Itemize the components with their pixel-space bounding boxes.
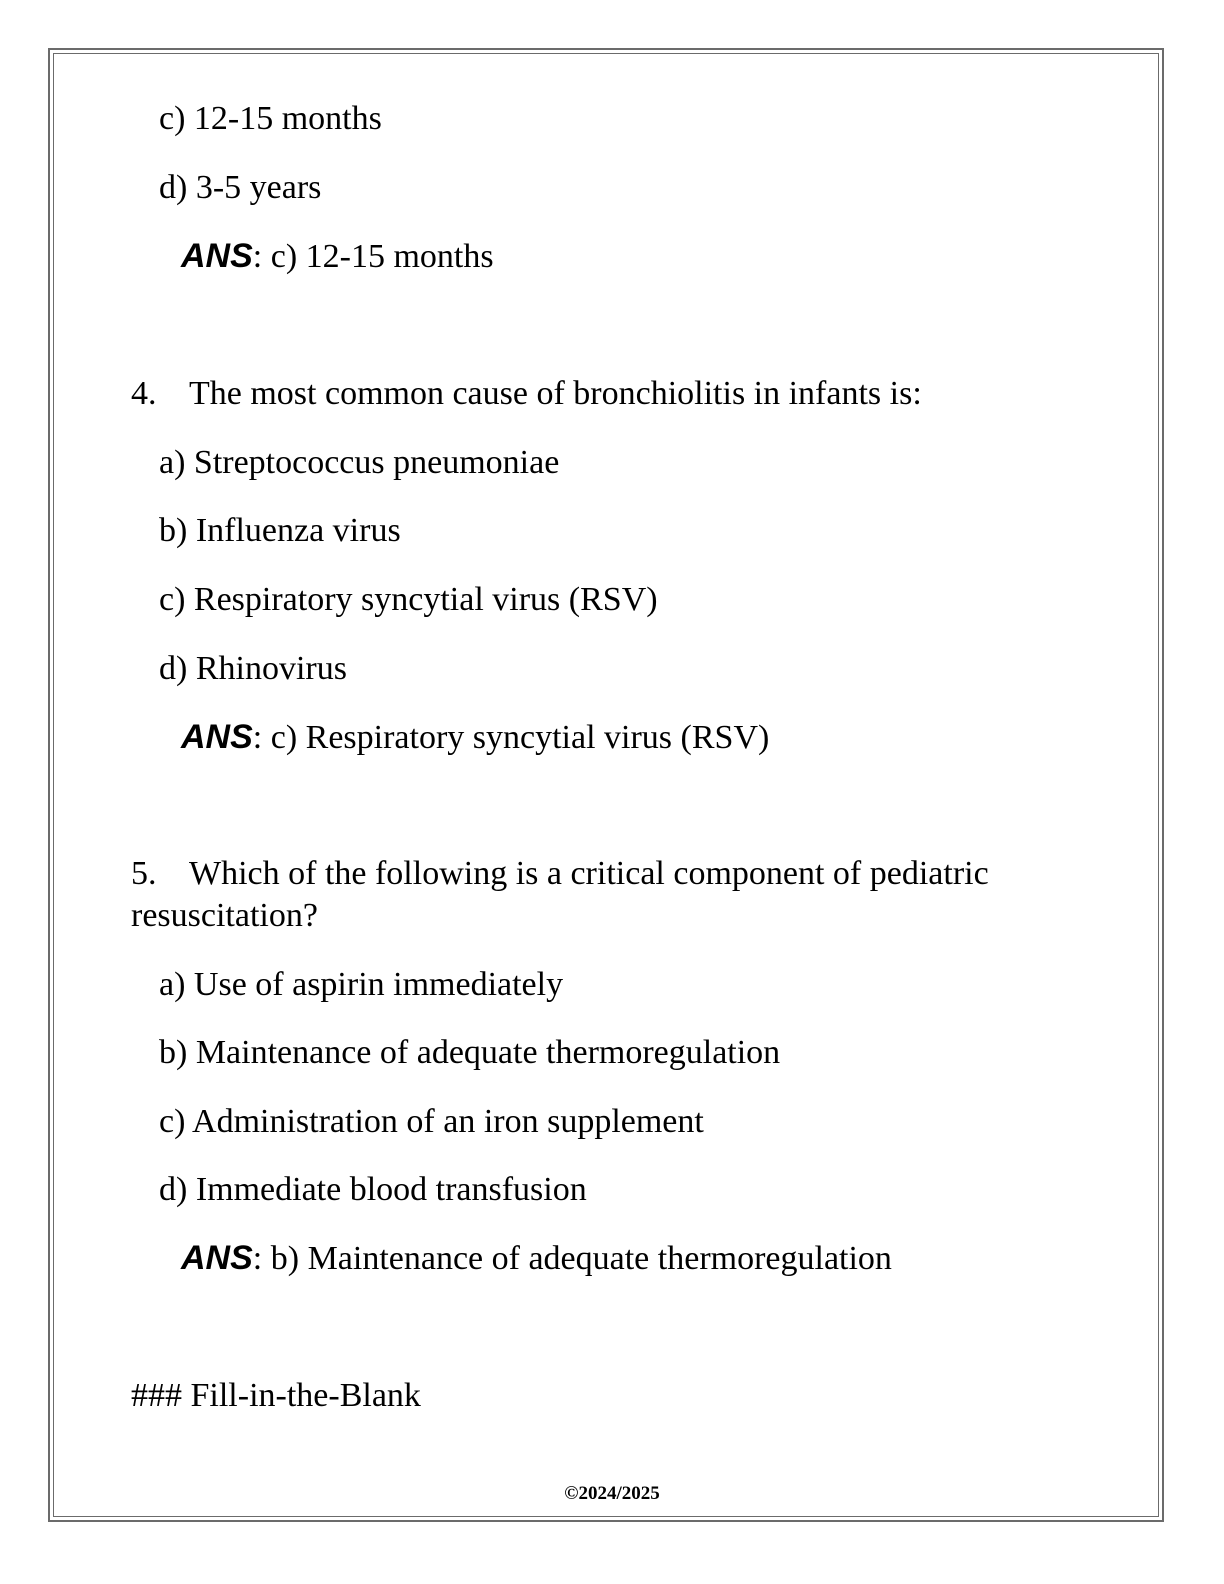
answer-text: : b) Maintenance of adequate thermoregulation [252,1240,892,1277]
answer-text: : c) 12-15 months [252,238,494,275]
question-text: Which of the following is a critical component of pediatric [189,855,989,892]
option-d: d) Immediate blood transfusion [159,1171,587,1208]
option-d: d) 3-5 years [159,169,322,206]
option-b: b) Maintenance of adequate thermoregulation [159,1034,781,1071]
option-c: c) 12-15 months [159,100,382,137]
option-a: a) Use of aspirin immediately [159,966,564,1003]
copyright-footer: ©2024/2025 [564,1483,660,1504]
question-text: The most common cause of bronchiolitis in infants is: [189,375,922,412]
answer-line [181,1238,892,1279]
section-heading: ### Fill-in-the-Blank [131,1377,421,1414]
option-d: d) Rhinovirus [159,650,347,687]
option-a: a) Streptococcus pneumoniae [159,444,560,481]
question-number: 4. [131,375,157,412]
answer-line [181,236,494,277]
answer-label: ANS [181,1239,253,1277]
option-c: c) Respiratory syncytial virus (RSV) [159,581,658,618]
answer-line [181,717,769,758]
answer-label: ANS [181,237,253,275]
question-number: 5. [131,855,157,892]
answer-text: : c) Respiratory syncytial virus (RSV) [252,719,770,756]
question-5-continuation: resuscitation? [131,897,318,934]
answer-label: ANS [181,718,253,756]
option-c: c) Administration of an iron supplement [159,1103,704,1140]
option-b: b) Influenza virus [159,512,401,549]
question-5 [131,854,989,894]
question-4 [131,374,922,414]
